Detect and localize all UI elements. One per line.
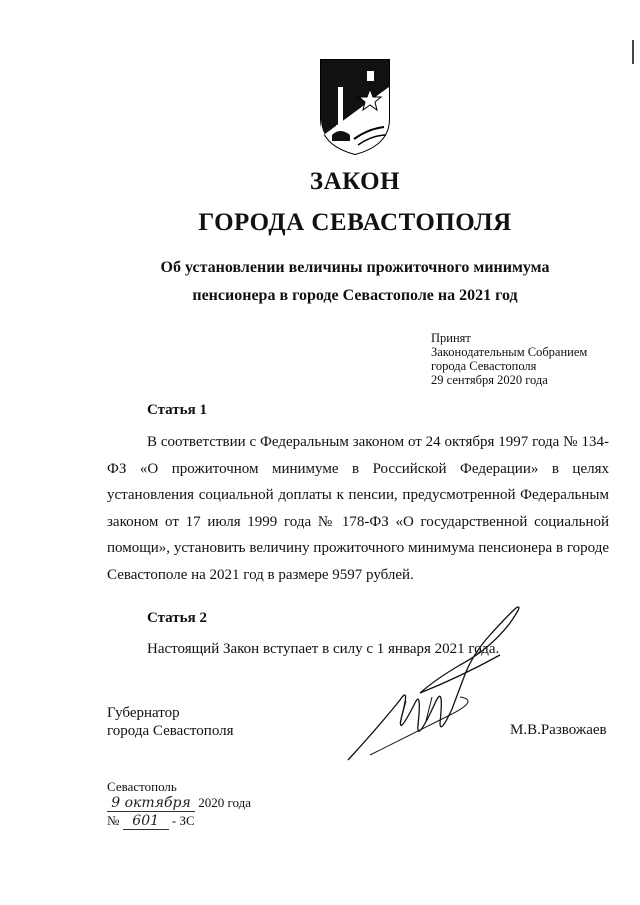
- article-1-heading: Статья 1: [147, 402, 207, 418]
- handwritten-signature: [340, 605, 530, 765]
- signatory-position-line: Губернатор: [107, 705, 180, 721]
- adoption-block: [431, 331, 587, 387]
- handwritten-date: 9 октября: [107, 795, 195, 812]
- adoption-date: 29 сентября 2020 года: [431, 373, 548, 387]
- signatory-position-line: города Севастополя: [107, 723, 234, 739]
- scan-edge-mark: [632, 40, 634, 64]
- handwritten-number: 601: [123, 813, 169, 830]
- signatory-position: [107, 704, 234, 740]
- adoption-line: Законодательным Собранием: [431, 345, 588, 359]
- date-year: 2020 года: [198, 795, 252, 810]
- adoption-line: Принят: [431, 331, 471, 345]
- law-subject-line2: пенсионера в городе Севастополе на 2021 год: [192, 287, 518, 304]
- law-authority: ГОРОДА СЕВАСТОПОЛЯ: [198, 209, 512, 236]
- number-sign: №: [107, 813, 120, 828]
- article-2-text: Настоящий Закон вступает в силу с 1 января 2021 года.: [147, 641, 500, 657]
- law-number: [107, 813, 195, 830]
- coat-of-arms-icon: [318, 57, 392, 157]
- adoption-line: города Севастополя: [431, 359, 537, 373]
- signing-place: Севастополь: [107, 779, 177, 794]
- number-suffix: - ЗС: [171, 813, 195, 828]
- signatory-name: М.В.Развожаев: [510, 722, 607, 738]
- signing-date: [107, 795, 251, 812]
- law-subject-line1: Об установлении величины прожиточного минимума: [160, 259, 550, 276]
- article-1-text: В соответствии с Федеральным законом от 24 октября 1997 года № 134-ФЗ «О прожиточном минимуме в Российской Федерации» в целях установления социальной доплаты к пенсии, предусмотренной Федеральным законом от 17 июля 1999 года № 178-ФЗ «О государственной социальной помощи», установить величину прожиточного минимума пенсионера в городе Севастополе на 2021 год в размере 9597 рублей.: [107, 434, 609, 583]
- law-title: ЗАКОН: [309, 168, 401, 195]
- article-2-heading: Статья 2: [147, 610, 207, 626]
